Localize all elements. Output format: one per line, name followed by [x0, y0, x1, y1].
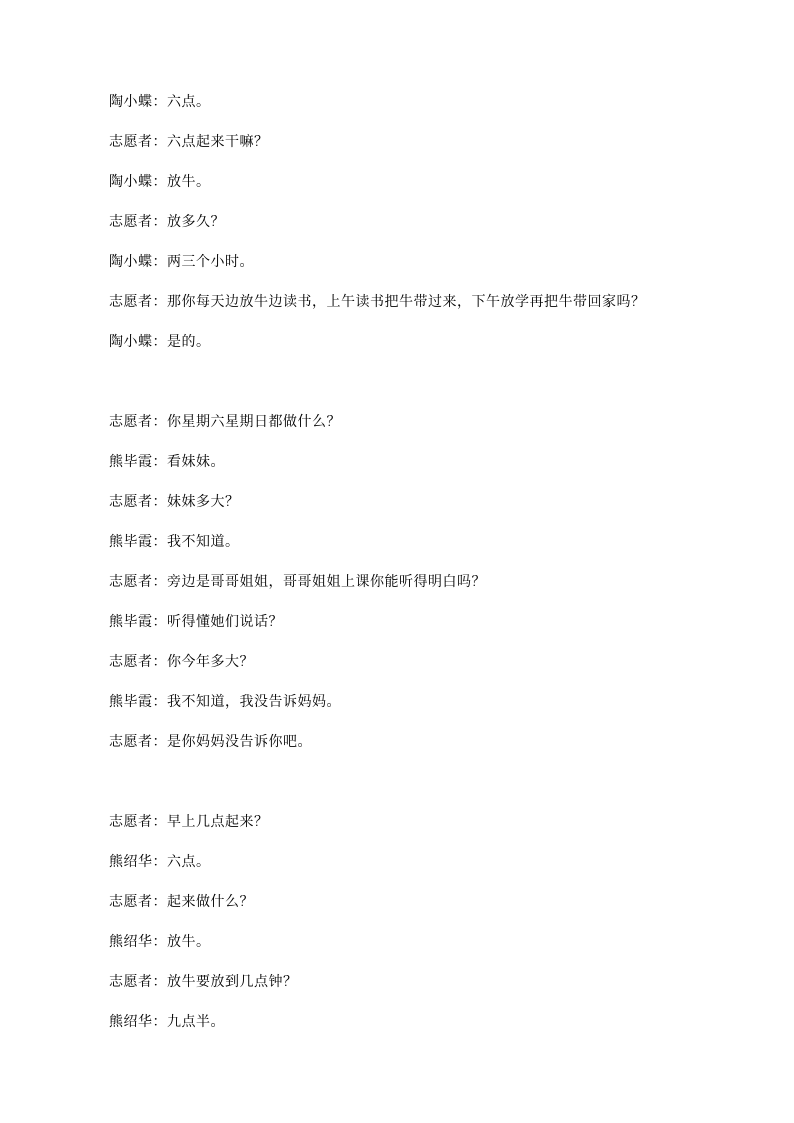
dialogue-line: 陶小蝶：六点。: [109, 94, 211, 110]
dialogue-line: 熊绍华：九点半。: [109, 1014, 225, 1030]
dialogue-line: 志愿者：妹妹多大？: [109, 494, 240, 510]
dialogue-line: 熊绍华：六点。: [109, 854, 211, 870]
dialogue-line: 志愿者：早上几点起来？: [109, 814, 269, 830]
dialogue-line: 志愿者：是你妈妈没告诉你吧。: [109, 734, 312, 750]
dialogue-line: 志愿者：六点起来干嘛？: [109, 134, 269, 150]
dialogue-line: 熊毕霞：我不知道。: [109, 534, 240, 550]
dialogue-line: 陶小蝶：是的。: [109, 334, 211, 350]
dialogue-line: 志愿者：旁边是哥哥姐姐，哥哥姐姐上课你能听得明白吗？: [109, 574, 486, 590]
dialogue-line: 志愿者：那你每天边放牛边读书，上午读书把牛带过来，下午放学再把牛带回家吗？: [109, 294, 646, 310]
dialogue-line: 志愿者：你今年多大？: [109, 654, 254, 670]
dialogue-line: 熊绍华：放牛。: [109, 934, 211, 950]
dialogue-line: 陶小蝶：放牛。: [109, 174, 211, 190]
dialogue-line: 熊毕霞：听得懂她们说话？: [109, 614, 283, 630]
dialogue-line: 志愿者：起来做什么？: [109, 894, 254, 910]
dialogue-line: 陶小蝶：两三个小时。: [109, 254, 254, 270]
dialogue-line: 志愿者：你星期六星期日都做什么？: [109, 414, 341, 430]
dialogue-line: 熊毕霞：我不知道，我没告诉妈妈。: [109, 694, 341, 710]
dialogue-line: 志愿者：放多久？: [109, 214, 225, 230]
dialogue-line: 志愿者：放牛要放到几点钟？: [109, 974, 298, 990]
dialogue-line: 熊毕霞：看妹妹。: [109, 454, 225, 470]
